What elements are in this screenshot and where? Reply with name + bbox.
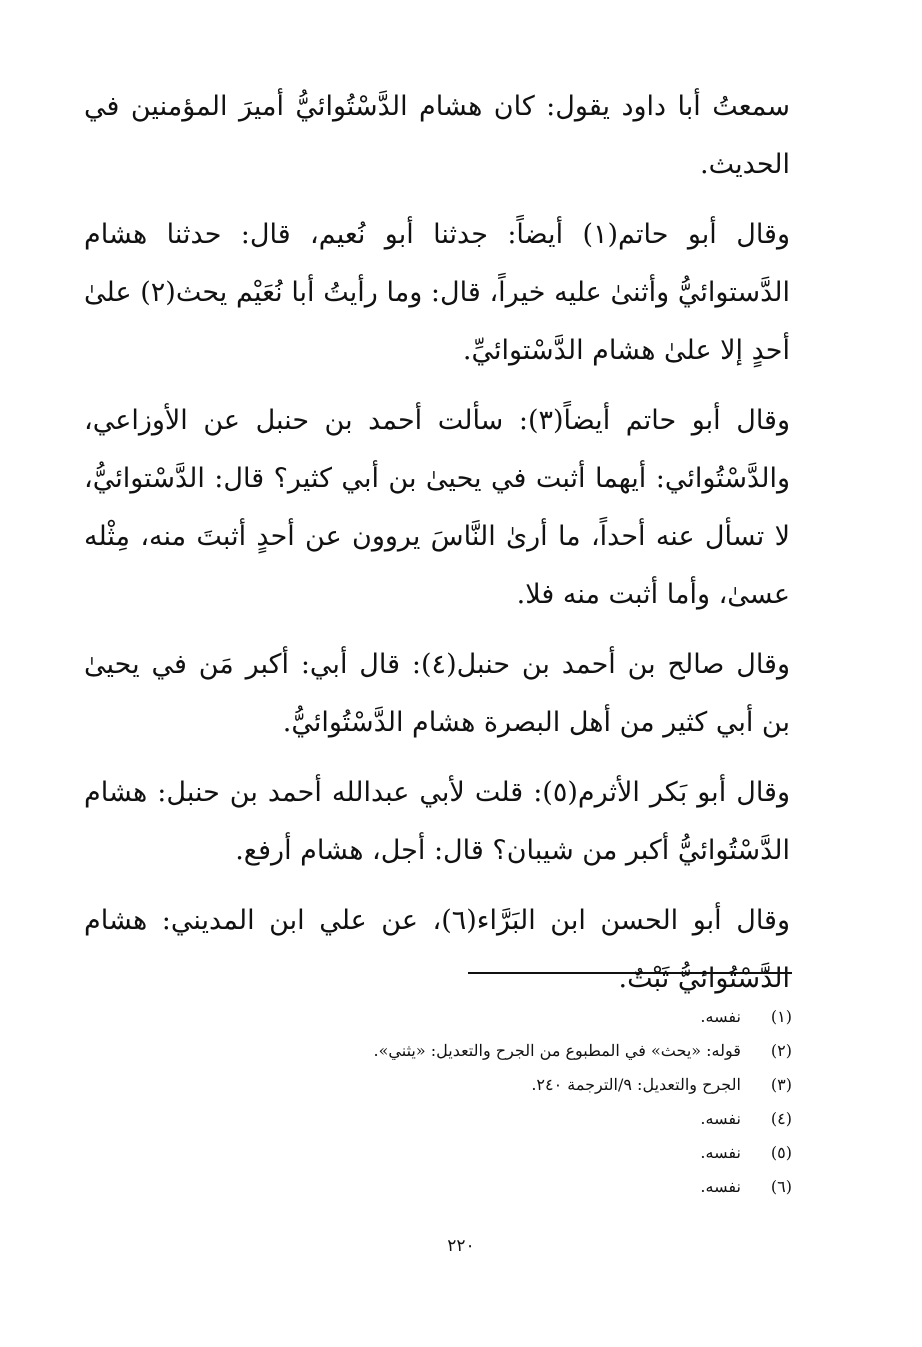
paragraph-2: وقال أبو حاتم(١) أيضاً: جدثنا أبو نُعيم، قال: حدثنا هشام الدَّستوائيُّ وأثنىٰ عليه خيراً، قال: وما رأيتُ أبا نُعَيْم يحث(٢) علىٰ أحدٍ إلا علىٰ هشام الدَّسْتوائيِّ. [84, 219, 790, 366]
footnote-separator [468, 972, 792, 974]
footnote-text: نفسه. [700, 1109, 741, 1128]
footnote-5 [232, 1136, 792, 1170]
page-number: ٢٢٠ [447, 1236, 475, 1256]
footnote-number: (١) [770, 1007, 792, 1026]
footnote-text: الجرح والتعديل: ٩/الترجمة ٢٤٠. [531, 1075, 741, 1094]
footnote-number: (٢) [770, 1041, 792, 1060]
paragraph-3: وقال أبو حاتم أيضاً(٣): سألت أحمد بن حنبل عن الأوزاعي، والدَّسْتُوائي: أيهما أثبت في يحيىٰ بن أبي كثير؟ قال: الدَّسْتوائيُّ، لا تسأل عنه أحداً، ما أرىٰ النَّاسَ يروون عن أحدٍ أثبتَ منه، مِثْله عسىٰ، وأما أثبت منه فلا. [84, 405, 790, 610]
footnote-4 [232, 1102, 792, 1136]
footnote-1 [232, 1000, 792, 1034]
footnote-6 [232, 1170, 792, 1204]
footnote-number: (٤) [770, 1109, 792, 1128]
footnote-number: (٣) [770, 1075, 792, 1094]
footnote-text: نفسه. [700, 1177, 741, 1196]
footnote-text: نفسه. [700, 1143, 741, 1162]
footnote-3 [232, 1068, 792, 1102]
main-text [84, 78, 790, 1020]
footnote-number: (٥) [770, 1143, 792, 1162]
footnote-2 [232, 1034, 792, 1068]
footnote-text: قوله: «يحث» في المطبوع من الجرح والتعديل: «يثني». [373, 1041, 741, 1060]
footnote-number: (٦) [770, 1177, 792, 1196]
paragraph-4: وقال صالح بن أحمد بن حنبل(٤): قال أبي: أكبر مَن في يحيىٰ بن أبي كثير من أهل البصرة هشام الدَّسْتُوائيُّ. [84, 649, 790, 738]
paragraph-6: وقال أبو الحسن ابن البَرَّاء(٦)، عن علي ابن المديني: هشام الدَّسْتُوائيُّ ثَبْتٌ. [84, 905, 790, 994]
footnote-text: نفسه. [700, 1007, 741, 1026]
paragraph-1: سمعتُ أبا داود يقول: كان هشام الدَّسْتُوائيُّ أميرَ المؤمنين في الحديث. [84, 91, 790, 180]
footnotes [232, 1000, 792, 1204]
paragraph-5: وقال أبو بَكر الأثرم(٥): قلت لأبي عبدالله أحمد بن حنبل: هشام الدَّسْتُوائيُّ أكبر من شيبان؟ قال: أجل، هشام أرفع. [84, 777, 790, 866]
